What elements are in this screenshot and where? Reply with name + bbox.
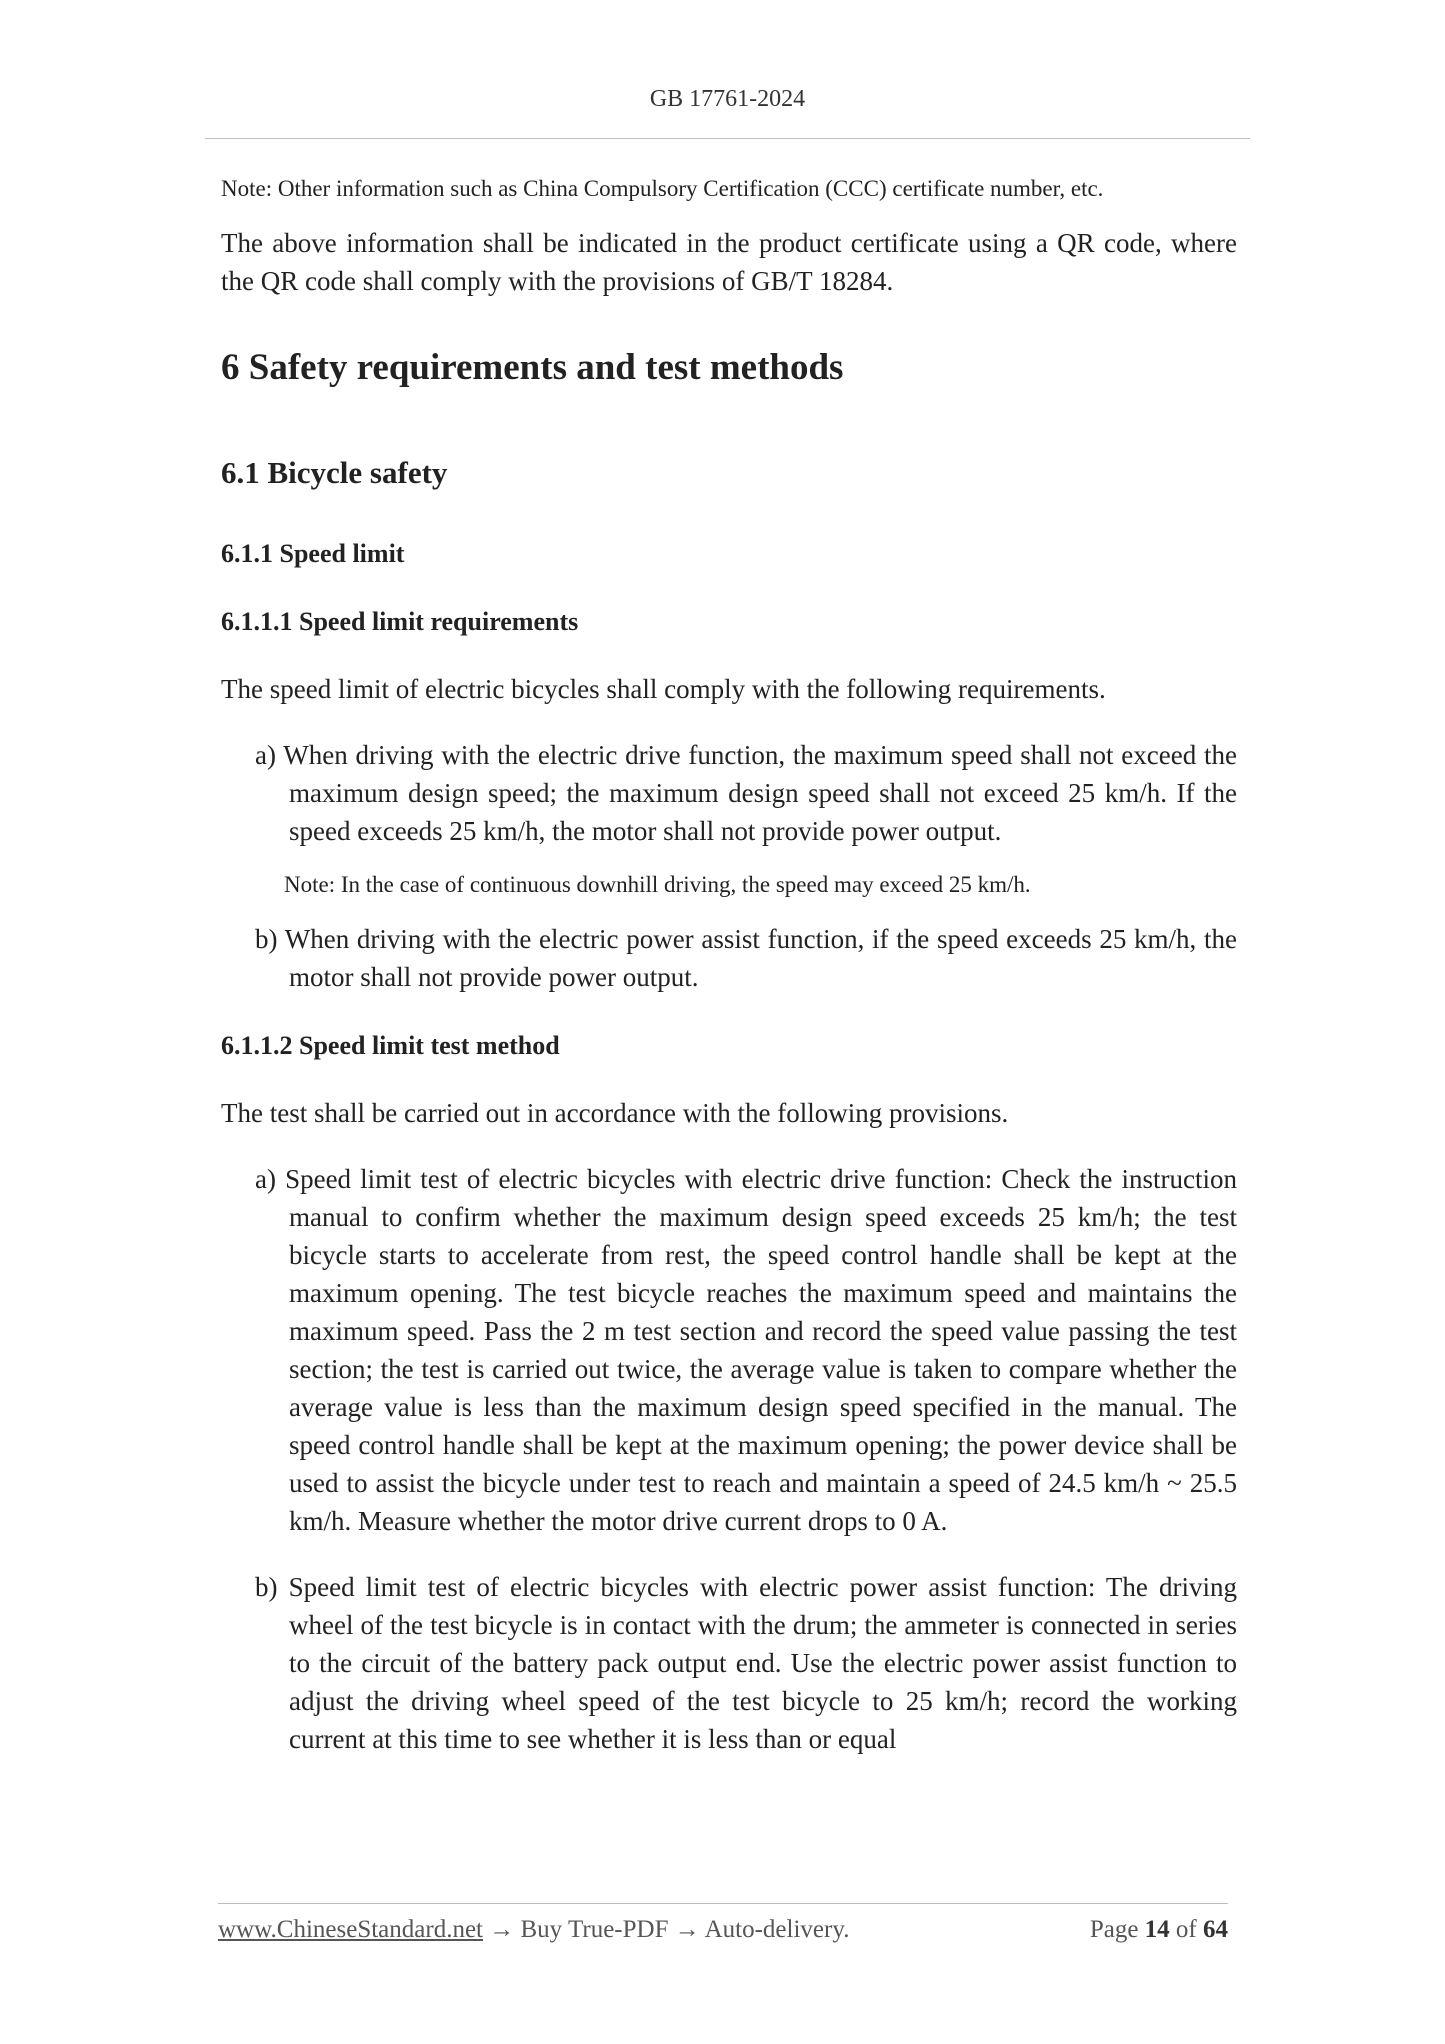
list-text: Speed limit test of electric bicycles with electric drive function: Check the instruction manual to confirm whether the maximum design speed exceeds 25 km/h; the test bicycle starts to accelerate from rest, the speed control handle shall be kept at the maximum opening. The test bicycle reaches the maximum speed and maintains the maximum speed. Pass the 2 m test section and record the speed value passing the test section; the test is carried out twice, the average value is taken to compare whether the average value is less than the maximum design speed specified in the manual. The speed control handle shall be kept at the maximum opening; the power device shall be used to assist the bicycle under test to reach and maintain a speed of 24.5 km/h ~ 25.5 km/h. Measure whether the motor drive current drops to 0 A. [285,1164,1237,1536]
list-text: When driving with the electric power assist function, if the speed exceeds 25 km/h, the motor shall not provide power output. [284,924,1237,992]
note-ccc: Note: Other information such as China Compulsory Certification (CCC) certificate number, etc. [221,176,1104,201]
heading-section-6-1: 6.1 Bicycle safety [221,455,448,490]
paragraph-qr-code: The above information shall be indicated in the product certificate using a QR code, where the QR code shall comply with the provisions of GB/T 18284. [221,228,1237,296]
list-marker: a) [255,740,284,770]
of-word: of [1175,1916,1197,1943]
test-method-list [221,1160,1237,1758]
list-text: Speed limit test of electric bicycles with electric power assist function: The driving wheel of the test bicycle is in contact with the drum; the ammeter is connected in series to the circuit of the battery pack output end. Use the electric power assist function to adjust the driving wheel speed of the test bicycle to 25 km/h; record the working current at this time to see whether it is less than or equal [288,1572,1237,1754]
list-marker: a) [255,1164,286,1194]
website-link[interactable]: www.ChineseStandard.net [218,1916,483,1943]
page-content [221,170,1237,1758]
heading-section-6-1-1: 6.1.1 Speed limit [221,539,405,568]
heading-section-6-1-1-2: 6.1.1.2 Speed limit test method [221,1031,560,1060]
requirements-list [221,736,1237,850]
page-header [205,86,1250,139]
heading-section-6: 6 Safety requirements and test methods [221,347,844,388]
list-item [221,1568,1237,1758]
list-item [221,920,1237,996]
current-page: 14 [1144,1916,1170,1943]
list-item [221,736,1237,850]
footer-left [218,1916,849,1944]
list-item [221,1160,1237,1540]
paragraph-test-intro: The test shall be carried out in accordance with the following provisions. [221,1098,1009,1128]
total-pages: 64 [1203,1916,1228,1943]
page-footer [218,1903,1228,1944]
requirements-list-continued [221,920,1237,996]
page-word: Page [1089,1916,1139,1943]
list-marker: b) [255,924,285,954]
note-downhill: Note: In the case of continuous downhill driving, the speed may exceed 25 km/h. [284,872,1031,897]
document-id: GB 17761-2024 [649,86,806,112]
list-marker: b) [255,1572,289,1602]
promo-text: → Buy True-PDF → Auto-delivery. [483,1916,850,1943]
list-text: When driving with the electric drive function, the maximum speed shall not exceed the maximum design speed; the maximum design speed shall not exceed 25 km/h. If the speed exceeds 25 km/h, the motor shall not provide power output. [283,740,1237,846]
page-number [1090,1916,1228,1944]
heading-section-6-1-1-1: 6.1.1.1 Speed limit requirements [221,607,579,636]
paragraph-requirements-intro: The speed limit of electric bicycles shall comply with the following requirements. [221,674,1106,704]
